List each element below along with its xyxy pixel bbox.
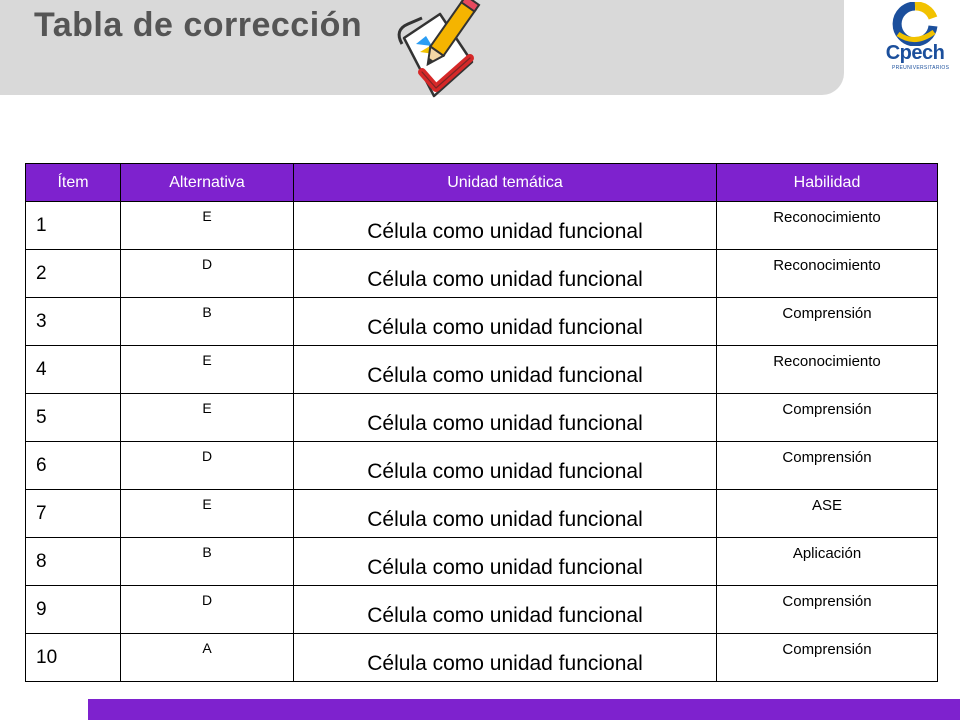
habilidad-cell: Comprensión (717, 442, 938, 490)
page-title: Tabla de corrección (34, 6, 363, 44)
alternativa-cell: B (121, 538, 294, 586)
alternativa-cell: E (121, 394, 294, 442)
item-cell: 8 (26, 538, 121, 586)
table-row (26, 490, 938, 538)
cpech-logo (876, 2, 954, 84)
alternativa-cell: D (121, 586, 294, 634)
item-cell: 2 (26, 250, 121, 298)
item-cell: 3 (26, 298, 121, 346)
logo-name: Cpech (885, 42, 945, 64)
unidad-cell: Célula como unidad funcional (294, 442, 717, 490)
table-header-row (26, 164, 938, 202)
column-header-item: Ítem (26, 164, 121, 202)
item-cell: 9 (26, 586, 121, 634)
alternativa-cell: E (121, 202, 294, 250)
habilidad-cell: Comprensión (717, 586, 938, 634)
item-cell: 4 (26, 346, 121, 394)
unidad-cell: Célula como unidad funcional (294, 298, 717, 346)
cpech-emblem-icon (876, 2, 954, 46)
logo-tagline: PREUNIVERSITARIOS (892, 65, 950, 71)
item-cell: 7 (26, 490, 121, 538)
alternativa-cell: E (121, 346, 294, 394)
unidad-cell: Célula como unidad funcional (294, 634, 717, 682)
column-header-unidad: Unidad temática (294, 164, 717, 202)
table-row (26, 346, 938, 394)
unidad-cell: Célula como unidad funcional (294, 394, 717, 442)
table-row (26, 586, 938, 634)
habilidad-cell: Reconocimiento (717, 346, 938, 394)
item-cell: 5 (26, 394, 121, 442)
alternativa-cell: D (121, 442, 294, 490)
alternativa-cell: E (121, 490, 294, 538)
unidad-cell: Célula como unidad funcional (294, 202, 717, 250)
table-row (26, 250, 938, 298)
column-header-habilidad: Habilidad (717, 164, 938, 202)
table-row (26, 298, 938, 346)
column-header-alternativa: Alternativa (121, 164, 294, 202)
checklist-pencil-icon (392, 0, 482, 102)
unidad-cell: Célula como unidad funcional (294, 586, 717, 634)
habilidad-cell: ASE (717, 490, 938, 538)
habilidad-cell: Comprensión (717, 634, 938, 682)
item-cell: 6 (26, 442, 121, 490)
unidad-cell: Célula como unidad funcional (294, 346, 717, 394)
habilidad-cell: Reconocimiento (717, 250, 938, 298)
table-row (26, 538, 938, 586)
alternativa-cell: B (121, 298, 294, 346)
unidad-cell: Célula como unidad funcional (294, 490, 717, 538)
footer-bar (88, 699, 960, 720)
table-row (26, 394, 938, 442)
table-row (26, 442, 938, 490)
item-cell: 10 (26, 634, 121, 682)
unidad-cell: Célula como unidad funcional (294, 538, 717, 586)
table-row (26, 202, 938, 250)
habilidad-cell: Comprensión (717, 394, 938, 442)
alternativa-cell: D (121, 250, 294, 298)
habilidad-cell: Aplicación (717, 538, 938, 586)
table-row (26, 634, 938, 682)
habilidad-cell: Comprensión (717, 298, 938, 346)
alternativa-cell: A (121, 634, 294, 682)
item-cell: 1 (26, 202, 121, 250)
correction-table (25, 163, 938, 682)
unidad-cell: Célula como unidad funcional (294, 250, 717, 298)
habilidad-cell: Reconocimiento (717, 202, 938, 250)
